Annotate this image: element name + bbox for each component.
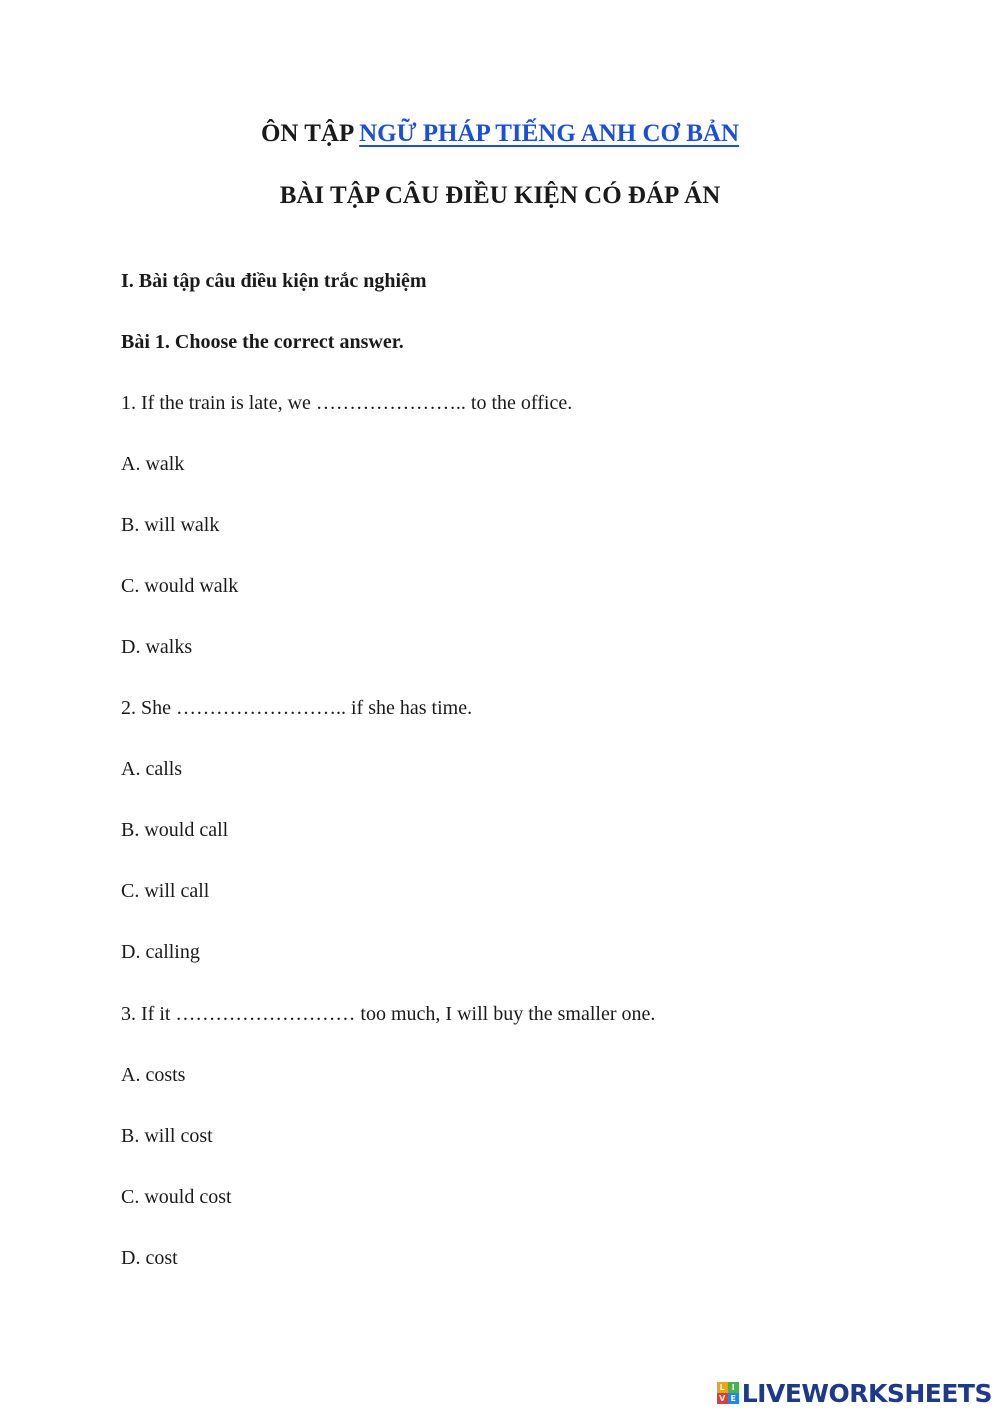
question-3-option-b[interactable]: B. will cost [121, 1125, 213, 1147]
question-3-option-d[interactable]: D. cost [121, 1247, 178, 1269]
question-3-option-c[interactable]: C. would cost [121, 1186, 232, 1208]
question-2-option-c[interactable]: C. will call [121, 880, 210, 902]
liveworksheets-logo [717, 1376, 992, 1410]
question-2-option-a[interactable]: A. calls [121, 758, 183, 780]
question-2-option-b[interactable]: B. would call [121, 819, 229, 841]
section-heading: I. Bài tập câu điều kiện trắc nghiệm [121, 270, 427, 292]
logo-letter: L [717, 1382, 728, 1393]
question-1-option-d[interactable]: D. walks [121, 636, 193, 658]
logo-letter: E [728, 1393, 739, 1404]
logo-text: LIVEWORKSHEETS [741, 1378, 992, 1408]
question-1-option-b[interactable]: B. will walk [121, 514, 220, 536]
page-title [0, 117, 1000, 151]
logo-letter: I [728, 1382, 739, 1393]
question-1-text: 1. If the train is late, we ………………….. to the office. [121, 392, 573, 414]
question-3-option-a[interactable]: A. costs [121, 1064, 186, 1086]
question-2-option-d[interactable]: D. calling [121, 941, 200, 963]
question-1-option-a[interactable]: A. walk [121, 453, 185, 475]
question-3-text: 3. If it ……………………… too much, I will buy the smaller one. [121, 1003, 656, 1025]
question-1-option-c[interactable]: C. would walk [121, 575, 239, 597]
title-prefix: ÔN TẬP [260, 120, 353, 147]
logo-mark-icon [717, 1382, 739, 1404]
logo-letter: V [717, 1393, 728, 1404]
question-2-text: 2. She …………………….. if she has time. [121, 697, 473, 719]
grammar-link[interactable]: NGỮ PHÁP TIẾNG ANH CƠ BẢN [359, 120, 740, 147]
exercise-heading: Bài 1. Choose the correct answer. [121, 331, 404, 353]
page-subtitle: BÀI TẬP CÂU ĐIỀU KIỆN CÓ ĐÁP ÁN [279, 182, 721, 209]
